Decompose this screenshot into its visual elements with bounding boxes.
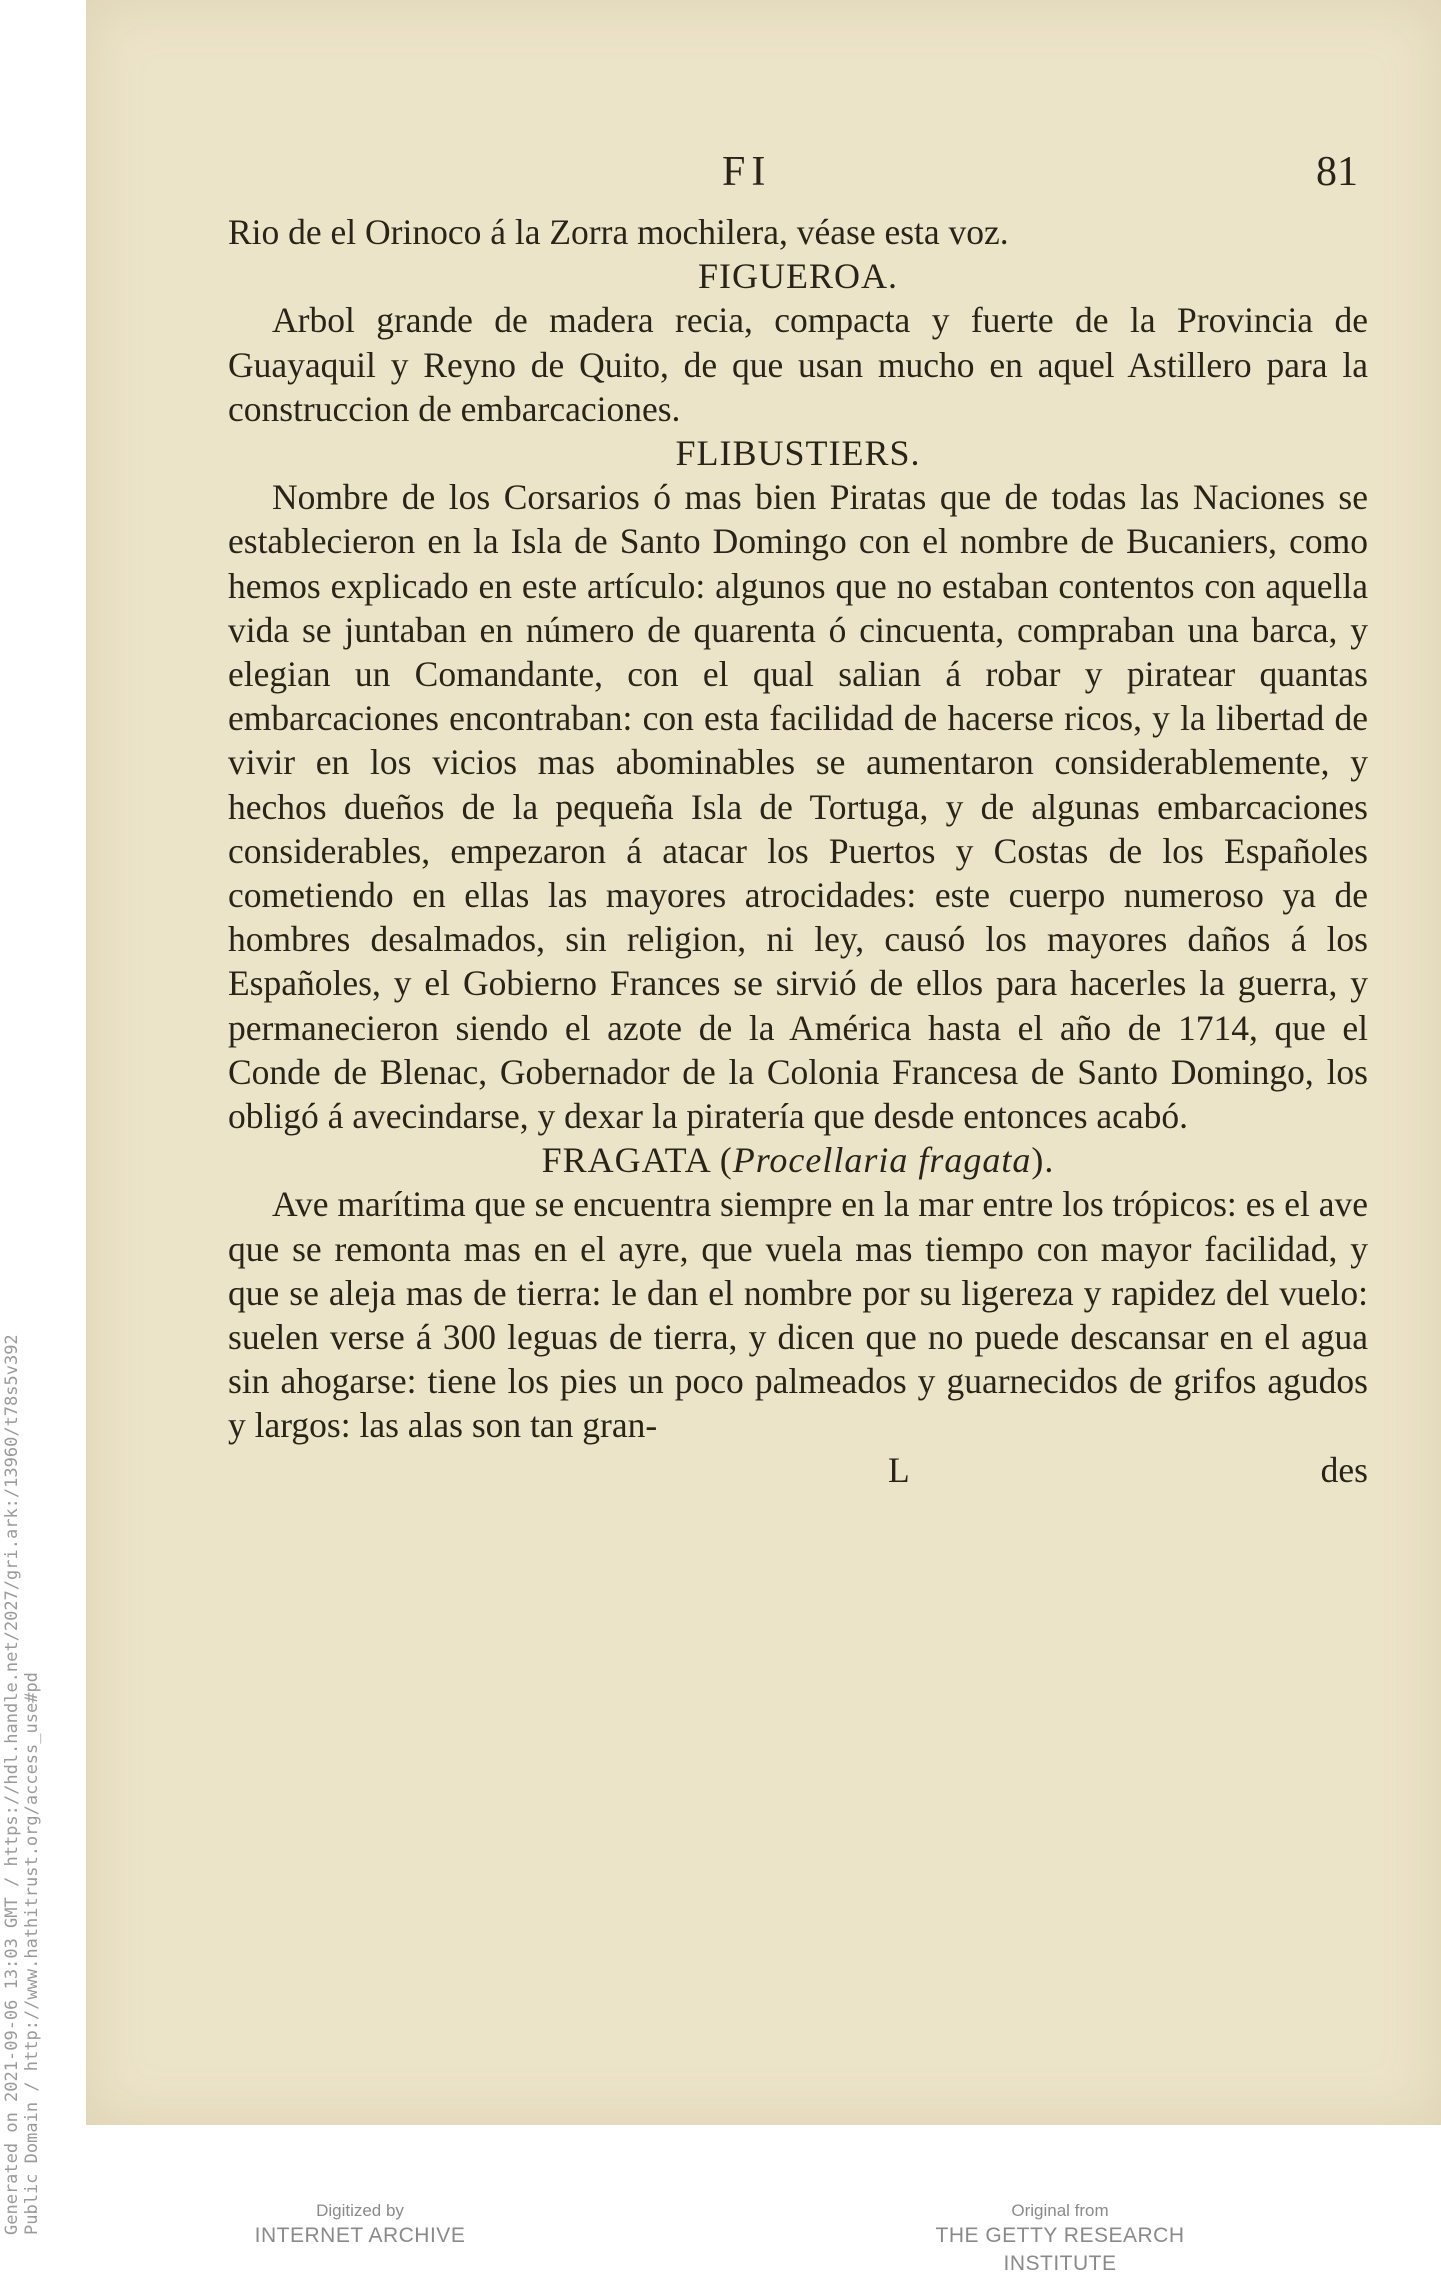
dictionary-entries <box>228 210 1368 1492</box>
catchword: des <box>1320 1449 1368 1490</box>
entry-text-figueroa: Arbol grande de madera recia, compacta y fuerte de la Provincia de Guayaquil y Reyno de Quito, de que usan mucho en aquel Astillero para la construccion de embarcaciones. <box>228 300 1368 429</box>
signature-mark: L <box>888 1449 910 1490</box>
original-from-label: Original from <box>1011 2201 1109 2220</box>
digitizer-name: INTERNET ARCHIVE <box>254 2224 466 2247</box>
watermark-text <box>2 1334 42 2235</box>
digitizer-credit <box>230 2200 490 2250</box>
page-number: 81 <box>1316 149 1358 195</box>
page-header <box>228 148 1368 208</box>
signature-line <box>228 1448 1368 1492</box>
entry-title-fragata-species: Procellaria fragata <box>732 1140 1032 1181</box>
entry-title-fragata <box>228 1138 1368 1182</box>
entry-title-flibustiers: FLIBUSTIERS. <box>675 433 921 474</box>
running-head: FI <box>722 149 772 195</box>
entry-title-figueroa: FIGUEROA. <box>697 256 898 297</box>
entry-text-fragata: Ave marítima que se encuentra siempre en la mar entre los trópicos: es el ave que se remonta mas en el ayre, que vuela mas tiempo con mayor facilidad, y que se aleja mas de tierra: le dan el nombre por su ligereza y rapidez del vuelo: suelen verse á 300 leguas de tierra, y dicen que no puede descansar en el agua sin ahogarse: tiene los pies un poco palmeados y guarnecidos de grifos agudos y largos: las alas son tan gran- <box>228 1184 1368 1446</box>
entry-title-fragata-end: ). <box>1031 1140 1055 1181</box>
page-footer <box>0 2200 1441 2275</box>
book-page <box>86 0 1441 2125</box>
watermark-line-1: Generated on 2021-09-06 13:03 GMT / https://hdl.handle.net/2027/gri.ark:/13960/t78s5v392 <box>2 1334 22 2235</box>
digitized-by-label: Digitized by <box>316 2201 404 2220</box>
continuation-text: Rio de el Orinoco á la Zorra mochilera, véase esta voz. <box>228 212 1009 252</box>
source-name: THE GETTY RESEARCH INSTITUTE <box>935 2224 1185 2275</box>
source-credit <box>880 2200 1240 2278</box>
watermark-line-2: Public Domain / http://www.hathitrust.org/access_use#pd <box>22 1672 42 2235</box>
entry-title-fragata-main: FRAGATA ( <box>541 1140 733 1181</box>
hathitrust-watermark <box>2 1135 42 2235</box>
entry-text-flibustiers: Nombre de los Corsarios ó mas bien Piratas que de todas las Naciones se establecieron en la Isla de Santo Domingo con el nombre de Bucaniers, como hemos explicado en este artículo: algunos que no estaban contentos con aquella vida se juntaban en número de quarenta ó cincuenta, compraban una barca, y elegian un Comandante, con el qual salian á robar y piratear quantas embarcaciones encontraban: con esta facilidad de hacerse ricos, y la libertad de vivir en los vicios mas abominables se aumentaron considerablemente, y hechos dueños de la pequeña Isla de Tortuga, y de algunas embarcaciones considerables, empezaron á atacar los Puertos y Costas de los Españoles cometiendo en ellas las mayores atrocidades: este cuerpo numeroso ya de hombres desalmados, sin religion, ni ley, causó los mayores daños á los Españoles, y el Gobierno Frances se sirvió de ellos para hacerles la guerra, y permanecieron siendo el azote de la América hasta el año de 1714, que el Conde de Blenac, Gobernador de la Colonia Francesa de Santo Domingo, los obligó á avecindarse, y dexar la piratería que desde entonces acabó. <box>228 477 1368 1137</box>
